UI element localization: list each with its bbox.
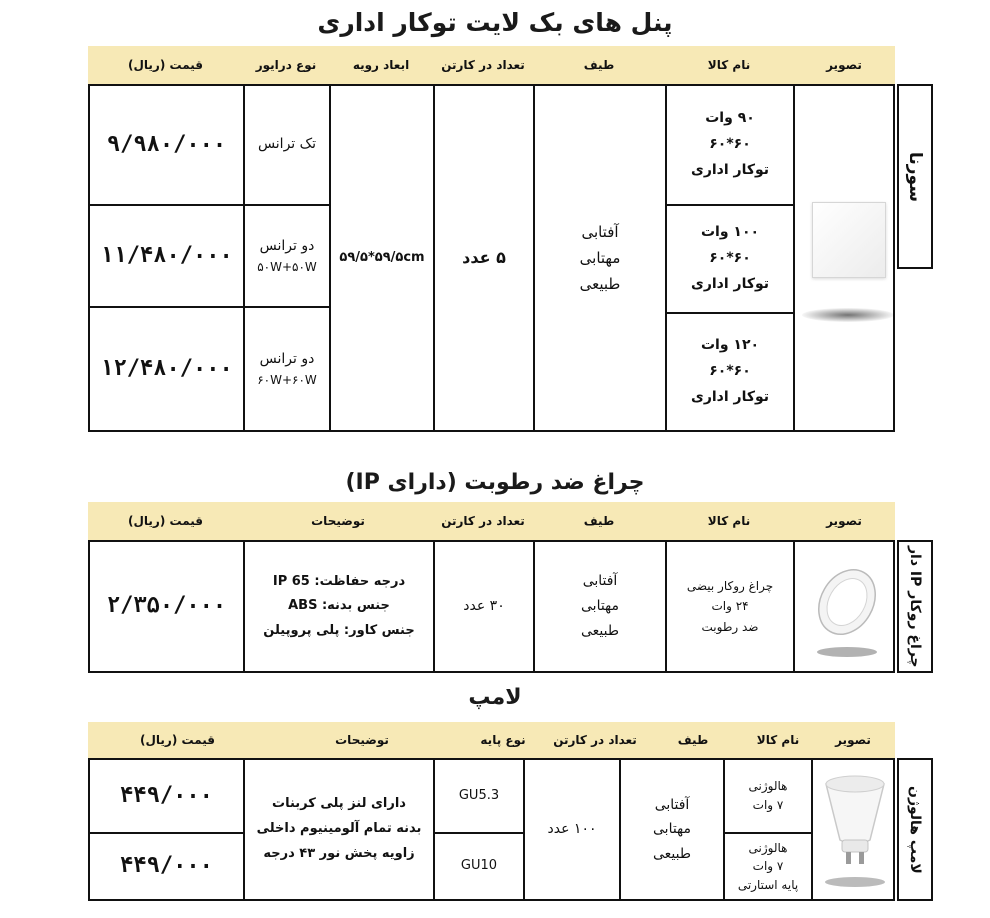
header-count: تعداد در کارتن: [441, 58, 525, 72]
product-name: [667, 542, 793, 671]
driver-line: دو ترانس: [259, 237, 315, 254]
section2-side-label: چراغ روکار IP دار: [897, 540, 933, 673]
header-image: تصویر: [826, 514, 862, 528]
header-name: نام کالا: [707, 514, 751, 528]
spectrum-item: آفتابی: [654, 796, 690, 813]
spectrum-item: طبیعی: [653, 845, 692, 862]
product-shadow: [802, 308, 894, 322]
name-line: توکار اداری: [690, 388, 770, 405]
header-driver: نوع درایور: [255, 58, 317, 72]
section1-title: پنل های بک لایت توکار اداری: [317, 8, 673, 37]
price-value: ۱۲/۴۸۰/۰۰۰: [100, 355, 233, 381]
driver-type: [245, 308, 329, 430]
name-line: ۶۰*۶۰: [709, 363, 751, 380]
product-name: [725, 834, 811, 899]
name-line: ۱۰۰ وات: [700, 224, 760, 241]
driver-line: ۶۰W+۶۰W: [257, 372, 317, 387]
base-type: GU5.3: [458, 787, 500, 803]
halogen-lamp-image: [820, 770, 890, 892]
spectrum-item: مهتابی: [581, 597, 620, 614]
header-desc: توضیحات: [311, 514, 365, 528]
header-name: نام کالا: [756, 733, 800, 747]
header-price: قیمت (ریال): [140, 733, 215, 747]
spectrum-list: [535, 542, 665, 671]
spectrum-item: مهتابی: [653, 821, 692, 838]
product-name: [667, 86, 793, 204]
name-line: ۷ وات: [752, 798, 784, 812]
section1-side-label: سورنا: [897, 84, 933, 269]
dims-value: ۵۹/۵*۵۹/۵cm: [339, 249, 425, 265]
name-line: ۲۴ وات: [711, 599, 749, 614]
price-value: ۲/۳۵۰/۰۰۰: [106, 593, 227, 619]
header-price: قیمت (ریال): [128, 58, 203, 72]
section1-table: [88, 84, 895, 432]
section3-table: [88, 758, 895, 901]
header-name: نام کالا: [707, 58, 751, 72]
price-value: ۹/۹۸۰/۰۰۰: [106, 131, 227, 157]
desc-line: جنس کاور: پلی پروپیلن: [263, 622, 415, 638]
name-line: پایه استارتی: [737, 877, 799, 892]
name-line: ۹۰ وات: [705, 110, 755, 127]
header-base: نوع پایه: [480, 733, 526, 747]
name-line: هالوژنی: [748, 840, 788, 855]
desc-line: درجه حفاظت: IP 65: [272, 574, 406, 590]
desc-line: بدنه تمام آلومینیوم داخلی: [256, 821, 422, 837]
name-line: چراغ روکار بیضی: [686, 578, 774, 593]
bulkhead-light-image: [814, 562, 880, 660]
price-value: ۱۱/۴۸۰/۰۰۰: [100, 242, 233, 268]
name-line: ۱۲۰ وات: [700, 337, 760, 354]
header-dims: ابعاد رویه: [352, 58, 410, 72]
header-image: تصویر: [826, 58, 862, 72]
name-line: ۶۰*۶۰: [709, 136, 751, 153]
base-type: GU10: [460, 858, 498, 874]
name-line: هالوژنی: [748, 778, 788, 793]
section2-header-row: [88, 502, 895, 540]
spectrum-item: آفتابی: [582, 572, 618, 589]
spectrum-item: طبیعی: [579, 275, 621, 294]
header-image: تصویر: [835, 733, 871, 747]
spectrum-list: [535, 86, 665, 430]
count-value: ۱۰۰ عدد: [547, 820, 597, 837]
name-line: ۷ وات: [752, 859, 784, 874]
price-value: ۴۴۹/۰۰۰: [120, 782, 213, 808]
description: [245, 760, 433, 899]
description: [245, 542, 433, 671]
spectrum-item: طبیعی: [581, 623, 620, 640]
desc-line: زاویه پخش نور ۴۳ درجه: [263, 845, 415, 861]
header-spectrum: طیف: [583, 514, 615, 528]
driver-type: [245, 206, 329, 306]
section2-table: [88, 540, 895, 673]
desc-line: جنس بدنه: ABS: [288, 598, 390, 614]
header-count: تعداد در کارتن: [441, 514, 525, 528]
header-count: تعداد در کارتن: [553, 733, 637, 747]
spectrum-item: مهتابی: [579, 248, 621, 267]
name-line: توکار اداری: [690, 275, 770, 292]
header-desc: توضیحات: [335, 733, 389, 747]
section3-side-label: لامپ هالوژن: [897, 758, 933, 901]
product-name: [667, 314, 793, 430]
spectrum-item: آفتابی: [581, 222, 619, 241]
driver-line: ۵۰W+۵۰W: [257, 259, 317, 274]
product-name: [667, 206, 793, 312]
price-value: ۴۴۹/۰۰۰: [120, 853, 213, 879]
desc-line: دارای لنز پلی کربنات: [272, 796, 406, 812]
name-line: توکار اداری: [690, 161, 770, 178]
name-line: ۶۰*۶۰: [709, 250, 751, 267]
spectrum-list: [621, 760, 723, 899]
product-name: [725, 760, 811, 832]
name-line: ضد رطوبت: [701, 619, 759, 634]
header-spectrum: طیف: [583, 58, 615, 72]
section2-title: چراغ ضد رطوبت (دارای IP): [345, 470, 645, 495]
header-price: قیمت (ریال): [128, 514, 203, 528]
led-panel-image: [812, 202, 886, 278]
section3-header-row: [88, 722, 895, 758]
header-spectrum: طیف: [677, 733, 709, 747]
driver-line: تک ترانس: [257, 136, 317, 153]
count-value: ۳۰ عدد: [463, 597, 505, 614]
driver-type: [245, 86, 329, 204]
driver-line: دو ترانس: [259, 350, 315, 367]
count-value: ۵ عدد: [462, 247, 506, 267]
section3-title: لامپ: [468, 685, 522, 710]
section1-header-row: [88, 46, 895, 84]
